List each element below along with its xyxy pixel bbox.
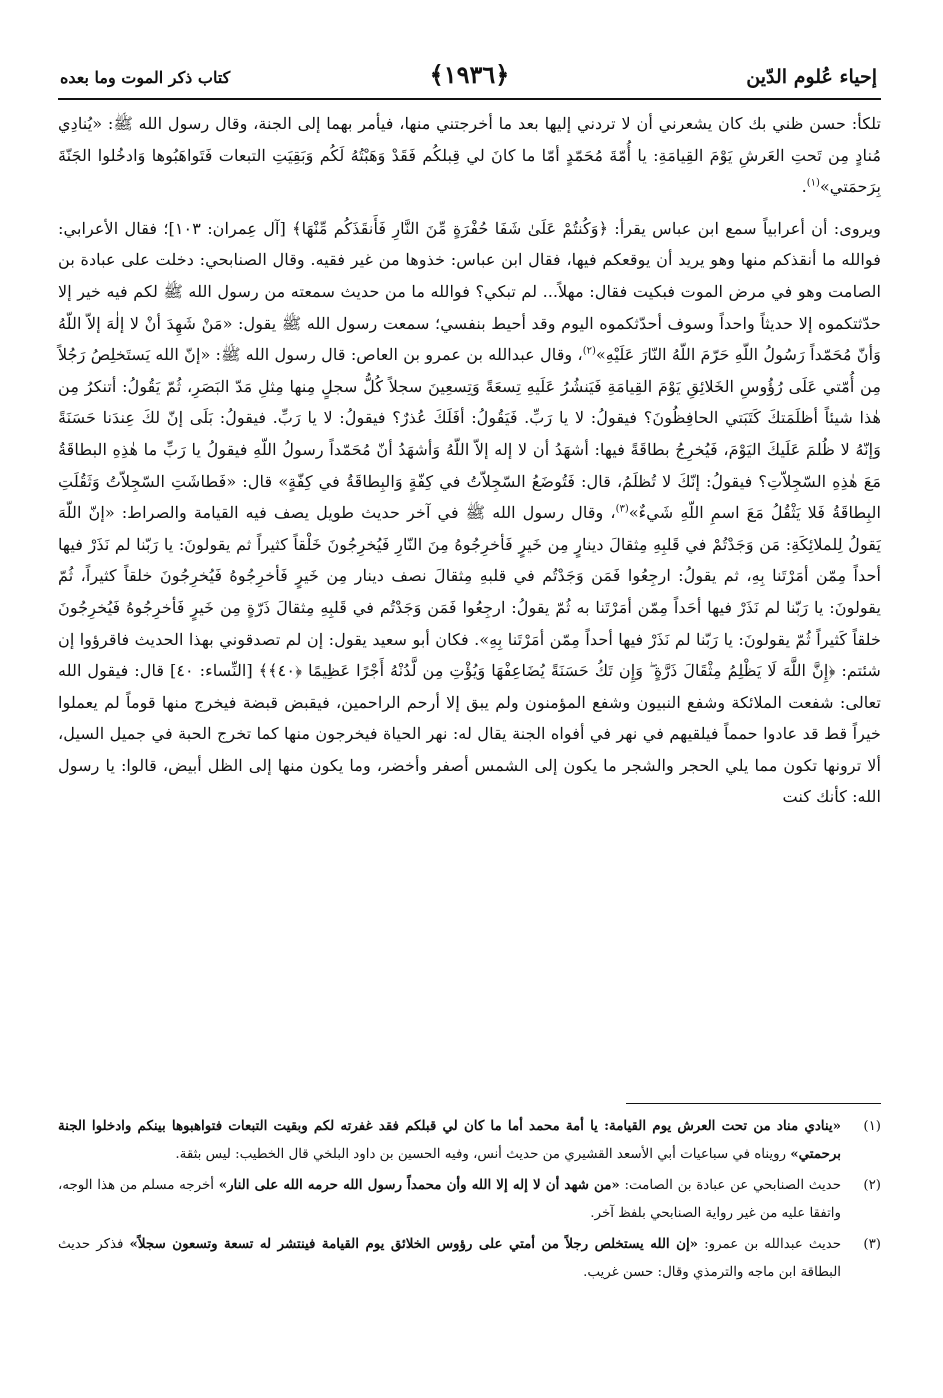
footnote-text (58, 1113, 841, 1168)
footnote-commentary: أخرجه مسلم من هذا الوجه، واتفقا عليه من غير رواية الصنابحي بلفظ آخر. (58, 1178, 841, 1221)
footnote-ref-3[interactable]: (٣) (615, 503, 629, 515)
paragraph-1: تلكأ: حسن ظني بك كان يشعرني أن لا تردني إليها بعد ما أخرجتني منها، فيأمر بهما إلى الجنة، وقال رسول الله ﷺ: «يُنادِي مُنادٍ مِن تَحتِ العَرشِ يَوْمَ القِيامَةِ: يا أُمّةَ مُحَمّدٍ أمّا ما كانَ لي قِبلكُم فَقَدْ وَهَبْتُهُ لَكُم وَبَقِيَتِ التبعات فَتَواهَبُوها وَادخُلوا الجَنّةَ بِرَحمَتي»$^{(١)}$. (58, 114, 881, 197)
main-text (58, 108, 881, 813)
chapter-title: كتاب ذكر الموت وما بعده (60, 68, 231, 87)
footnote-2 (58, 1172, 881, 1227)
footnote-number: (١) (863, 1119, 881, 1134)
footnote-lead: حديث عبدالله بن عمرو: (698, 1237, 842, 1252)
footnote-divider (626, 1103, 881, 1104)
footnote-quote: «إن الله يستخلص رجلاً من أمتي على رؤوس الخلائق يوم القيامة فينتشر له تسعة وتسعون سجلاً» (129, 1236, 699, 1252)
paragraph-2 (58, 213, 881, 813)
footnote-ref-1[interactable]: (١) (806, 177, 820, 189)
footnote-quote: «ينادي مناد من تحت العرش يوم القيامة: يا أمة محمد أما ما كان لي قبلكم فقد غفرته لكم وبقيت التبعات فتواهبوها بينكم وادخلوا الجنة برحمتي» (58, 1118, 841, 1162)
footnote-ref-2[interactable]: (٢) (582, 345, 596, 357)
footnote-text (58, 1172, 841, 1227)
footnote-text (58, 1231, 841, 1286)
page-header (58, 56, 881, 98)
paragraph-2-text-b: ، وقال عبدالله بن عمرو بن العاص: قال رسول الله ﷺ: «إنّ الله يَستَخلِصُ رَجُلاً مِن أُمّتي عَلَى رُؤُوسِ الخَلائِقِ يَوْمَ القِيامَةِ فَيَنشُرُ عَلَيهِ تِسعَةً وَتِسعِينَ سجلاً كُلُّ سجلٍ مِنها مِثلِ مَدّ البَصَرِ، ثُمّ يَقُولُ: أتنكرُ مِن هٰذا شيئاً أظلَمَتكَ كَتَبَتي الحافِظُونَ؟ فيقولُ: لا يا رَبِّ. فَيَقُولُ: أفَلَكَ عُذرٌ؟ فيقولُ: لا يا رَبِّ. فيقولُ: بَلَى إنّ لكَ عِندَنا حَسَنَةً وَإنّهُ لا ظُلمَ عَلَيكَ اليَوْمَ، فَيُخرِجُ بطاقَةً فيها: أشهَدُ أن لا إله إلاّ اللّهُ وَأشهَدُ أنّ مُحَمّداً رسولُ اللّهِ فيقولُ يا رَبِّ ما هٰذِهِ البطاقَةُ مَعَ هٰذِهِ السّجِلاّتِ؟ فيقولُ: إنّكَ لا تُظلَمُ، قال: فَتُوضَعُ السّجِلاّتُ في كِفّةٍ وَالبِطاقَةُ في كِفّةٍ» قال: «فَطاشَتِ السّجِلاّتُ وَثَقُلَتِ البِطاقَةُ فَلا يَثْقُلُ مَعَ اسمِ اللّهِ شَيءٌ» (58, 345, 881, 523)
footnote-number: (٢) (863, 1178, 881, 1193)
book-title: إحياء عُلوم الدّين (746, 66, 877, 88)
footnote-commentary: رويناه في سباعيات أبي الأسعد القشيري من حديث أنس، وفيه الحسين بن داود البلخي قال الخطيب: ليس بثقة. (175, 1146, 791, 1162)
footnote-commentary: فذكر حديث البطاقة ابن ماجه والترمذي وقال: حسن غريب. (58, 1237, 841, 1280)
footnote-quote: «من شهد أن لا إله إلا الله وأن محمداً رسول الله حرمه الله على النار» (218, 1177, 620, 1193)
paragraph-3-text: ، وقال رسول الله ﷺ في آخر حديث طويل يصف فيه القيامة والصراط: «إنّ اللّهَ يَقولُ لِلملائِكَةِ: مَن وَجَدْتُمْ في قَلبِهِ مِثقالَ دينارٍ مِن خَيرٍ فَأخرِجُوهُ مِنَ النّارِ فَيُخرِجُونَ خَلْقاً كثيراً ثم يقولونَ: يا رَبّنا لم نَذَرْ فيها أحداً مِمّن أمَرْتَنا بِهِ، ثم يقولُ: ارجِعُوا فَمَن وَجَدْتُم في قلبهِ مِثقالَ نصف دينار مِن خَيرٍ فَأخرِجُوهُ فَيُخرِجُونَ خلقاً كثيراً، ثُمّ يقولونَ: يا رَبّنا لم نَذَرْ فيها أحَداً مِمّن أمَرْتَنا به ثُمّ يقولُ: ارجِعُوا فَمَن وَجَدْتُم في قَلبِهِ مِثقالَ ذَرّةٍ مِن خَيرٍ فَأخرِجُوهُ فَيُخرِجُونَ خلقاً كَثيراً ثُمّ يقولونَ: يا رَبّنا لم نَذَرْ فيها أحداً مِمّن أمَرْتَنا بِهِ». فكان أبو سعيد يقول: إن لم تصدقوني بهذا الحديث فاقرؤوا إن شئتم: ﴿إِنَّ اللَّهَ لَا يَظْلِمُ مِثْقَالَ ذَرَّةٍ ۖ وَإِن تَكُ حَسَنَةً يُضَاعِفْهَا وَيُؤْتِ مِن لَّدُنْهُ أَجْرًا عَظِيمًا ﴿٤٠﴾﴾ [النِّساء: ٤٠] قال: فيقول الله تعالى: شفعت الملائكة وشفع النبيون وشفع المؤمنون ولم يبق إلا أرحم الراحمين، فيقبض قبضة فيخرج منها قوماً لم يعملوا خيراً قط قد عادوا حمماً فيلقيهم في نهر في أفواه الجنة يقال له: نهر الحياة فيخرجون منها كما تخرج الحبة في جميل السيل، ألا ترونها تكون مما يلي الحجر والشجر ما يكون إلى الشمس أصفر وأخضر، وما يكون منها إلى الظل أبيض، قالوا: يا رسول الله: كأنك كنت (58, 503, 881, 807)
footnote-number: (٣) (863, 1237, 881, 1252)
paragraph-1-text: تلكأ: حسن ظني بك كان يشعرني أن لا تردني إليها بعد ما أخرجتني منها، فيأمر بهما إلى الجنة، وقال رسول الله ﷺ: «يُنادِي مُنادٍ مِن تَحتِ العَرشِ يَوْمَ القِيامَةِ: يا أُمّةَ مُحَمّدٍ أمّا ما كانَ لي قِبلكُم فَقَدْ وَهَبْتُهُ لَكُم وَبَقِيَتِ التبعات فَتَواهَبُوها وَادخُلوا الجَنّةَ بِرَحمَتي» (58, 114, 881, 197)
page-number: ﴿١٩٣٦﴾ (429, 60, 510, 89)
footnote-1 (58, 1113, 881, 1168)
header-divider (58, 98, 881, 100)
footnote-3 (58, 1231, 881, 1286)
footnote-lead: حديث الصنابحي عن عبادة بن الصامت: (619, 1178, 841, 1193)
footnotes (58, 1113, 881, 1290)
paragraph-2-text-a: ويروى: أن أعرابياً سمع ابن عباس يقرأ: ﴿وَكُنتُمْ عَلَىٰ شَفَا حُفْرَةٍ مِّنَ النَّارِ فَأَنقَذَكُم مِّنْهَا﴾ [آل عِمران: ١٠٣]؛ فقال الأعرابي: فوالله ما أنقذكم منها وهو يريد أن يوقعكم فيها، فقال ابن عباس: خذوها من غير فقيه. وقال الصنابحي: دخلت على عبادة بن الصامت وهو في مرض الموت فبكيت فقال: مهلاً... لم تبكي؟ فوالله ما من حديث سمعته من رسول الله ﷺ لكم فيه خير إلا حدّثتكموه إلا حديثاً واحداً وسوف أحدّثكموه اليوم وقد أحيط بنفسي؛ سمعت رسول الله ﷺ يقول: «مَنْ شَهِدَ أنْ لا إلٰهَ إلاّ اللّهُ وَأنّ مُحَمّداً رَسُولُ اللّهِ حَرّمَ اللّهُ النّارَ عَلَيْهِ» (58, 218, 881, 365)
